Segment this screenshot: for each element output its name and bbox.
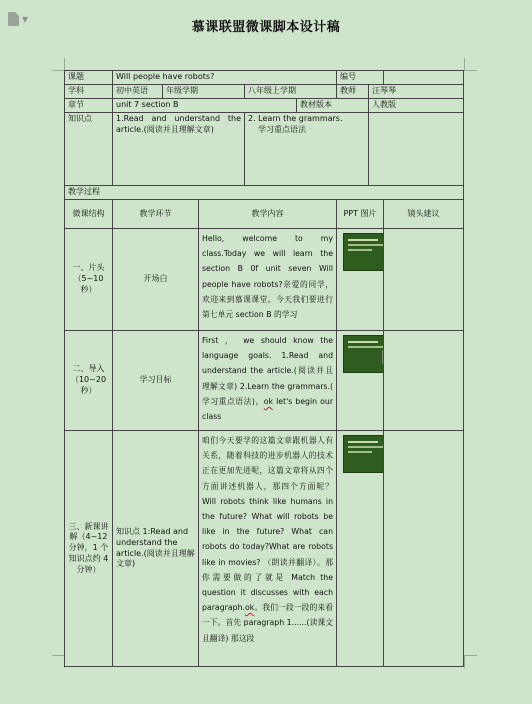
- row-content-text-end: let's begin our class: [202, 396, 334, 422]
- table-row: [65, 331, 464, 431]
- row-shot[interactable]: [384, 331, 464, 431]
- knowledge-row: [65, 113, 464, 186]
- number-label: 编号: [337, 71, 384, 85]
- row-link: 知识点 1:Read and understand the article.(阅读并且理解文章): [113, 431, 199, 667]
- topic-value[interactable]: Will people have robots?: [113, 71, 337, 85]
- process-row: [65, 186, 464, 200]
- chevron-down-icon: ▼: [22, 14, 29, 24]
- header-shot: 镜头建议: [384, 200, 464, 229]
- knowledge-point-1[interactable]: 1.Read and understand the article.(阅读并且理解文章): [113, 113, 245, 186]
- row-content[interactable]: [199, 229, 337, 331]
- row-content-text-end: 。我们一段一段的来看一下。首先 paragraph 1......(读课文且翻译) 那这段: [202, 603, 334, 643]
- row-content-ok: ok: [245, 603, 255, 613]
- process-label: 教学过程: [65, 186, 464, 200]
- grade-value[interactable]: 八年级上学期: [245, 85, 337, 99]
- teacher-label: 教师: [337, 85, 369, 99]
- row-ppt: [337, 431, 384, 667]
- row-content[interactable]: [199, 331, 337, 431]
- chapter-value[interactable]: unit 7 section B: [113, 99, 297, 113]
- header-link: 教学环节: [113, 200, 199, 229]
- row-structure: 二、导入（10~20 秒）: [65, 331, 113, 431]
- script-table: [64, 70, 464, 667]
- topic-row: [65, 71, 464, 85]
- row-ppt: [337, 331, 384, 431]
- table-row: [65, 431, 464, 667]
- chapter-row: [65, 99, 464, 113]
- number-value[interactable]: [384, 71, 464, 85]
- row-content-text: 咱们今天要学的这篇文章跟机器人有关系，随着科技的进步机器人的技术正在更加先进呢，这篇文章将从四个方面讲述机器人，那四个方面呢？ Will robots think like humans in the future? What will robots be like in the future? What can robots do today?What are robots like in movies? （朗读并翻译）。那你需要做的了就是 Match the question it discusses with each paragraph.: [202, 436, 334, 613]
- row-shot[interactable]: [384, 229, 464, 331]
- knowledge-point-2-title: 2. Learn the grammars.: [248, 114, 343, 123]
- row-ppt: [337, 229, 384, 331]
- header-row: [65, 200, 464, 229]
- crop-mark-top-right: [464, 58, 477, 71]
- crop-mark-bottom-right: [464, 655, 477, 668]
- subject-row: [65, 85, 464, 99]
- teacher-value[interactable]: 汪琴琴: [369, 85, 464, 99]
- table-row: [65, 229, 464, 331]
- grade-label: 年级学期: [163, 85, 245, 99]
- row-shot[interactable]: [384, 431, 464, 667]
- ppt-thumbnail[interactable]: [343, 435, 384, 473]
- row-structure: 三、新课讲解（4~12 分钟，1 个知识点约 4 分钟）: [65, 431, 113, 667]
- header-content: 教学内容: [199, 200, 337, 229]
- topic-label: 课题: [65, 71, 113, 85]
- chapter-label: 章节: [65, 99, 113, 113]
- subject-value[interactable]: 初中英语: [113, 85, 163, 99]
- row-link: 开场白: [113, 229, 199, 331]
- row-content-text: First ， we should know the language goals. 1.Read and understand the article.(阅读并且理解文章) 2.Learn the grammars.( 学习重点语法)，: [202, 336, 334, 406]
- edition-value[interactable]: 人教版: [369, 99, 464, 113]
- page-title: 慕课联盟微课脚本设计稿: [191, 20, 341, 35]
- header-ppt: PPT 图片: [337, 200, 384, 229]
- row-content-ok: ok: [263, 396, 274, 406]
- row-content[interactable]: [199, 431, 337, 667]
- knowledge-point-2-note: 学习重点语法: [258, 124, 306, 134]
- ppt-thumbnail[interactable]: [343, 335, 384, 373]
- knowledge-label: 知识点: [65, 113, 113, 186]
- knowledge-point-2[interactable]: [245, 113, 369, 186]
- row-structure: 一、片头（5~10 秒）: [65, 229, 113, 331]
- edition-label: 教材版本: [297, 99, 369, 113]
- subject-label: 学科: [65, 85, 113, 99]
- knowledge-blank[interactable]: [369, 113, 464, 186]
- ppt-thumbnail[interactable]: [343, 233, 384, 271]
- row-content-text: Hello, welcome to my class.Today we will learn the section B 0f unit seven Will people have robots?亲爱的同学，欢迎来到慕课课堂。今天我们要进行第七单元 section B 的学习: [202, 234, 334, 320]
- header-structure: 微课结构: [65, 200, 113, 229]
- row-link: 学习目标: [113, 331, 199, 431]
